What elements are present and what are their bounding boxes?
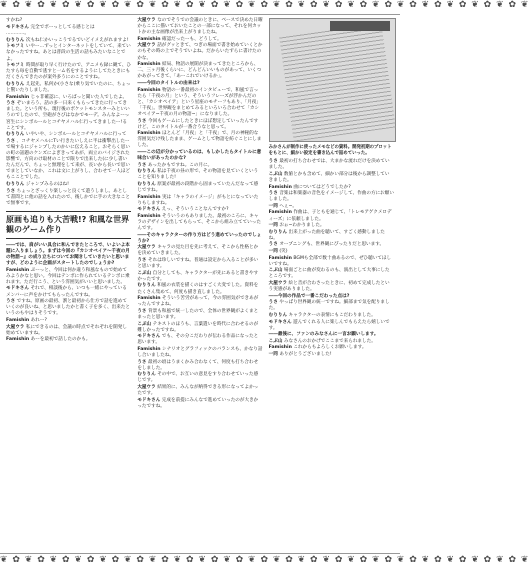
dialogue-text: 実は「キャラのイメージ」がもとになっていたりもしますね。 <box>137 194 259 206</box>
speaker-name: むりりん <box>137 169 156 175</box>
dialogue-text: そういう苦労があって、今の雰囲気ができあがったんですよね。 <box>137 296 259 308</box>
dialogue-line <box>137 214 262 232</box>
dialogue-text: 音楽は和楽器の音色をイメージして、作曲の方にお願いしました。 <box>268 191 394 203</box>
dialogue-line <box>137 334 262 346</box>
column-3 <box>269 18 394 550</box>
dialogue-text: ちょっとざっくり楽しっと良くて遊うしまし。あとして書間とに他の話を入れたので、後しかでに手の大きなことで無事です。 <box>6 188 130 206</box>
dialogue-text: あれー? <box>30 317 47 323</box>
dialogue-text: 時間が取り早く行けたので、アニメも録に観て、ひたすら毎を自動で逃すと一ム名をするようにしてたときにもだくさんできたのが案外多うにのことですね。 <box>6 63 132 81</box>
speaker-name: Famishin <box>137 87 161 93</box>
dialogue-line <box>269 281 394 293</box>
dialogue-text: オープニングも、世界観にぴったりだと思います。 <box>279 242 385 248</box>
dialogue-line <box>6 25 131 31</box>
dialogue-line <box>6 268 131 286</box>
speaker-name: 大屋ウラ <box>6 324 25 330</box>
dialogue-text: 最初の頃はうまくかみ合わなくて、何度も打ち合わせをしました。 <box>137 359 259 371</box>
dialogue-line <box>137 283 262 295</box>
speaker-name: うさ <box>268 159 278 165</box>
speaker-name: うさ <box>137 162 147 168</box>
interview-question: ――今回の作品で一番こだわった点は? <box>268 293 350 299</box>
speaker-name: Famishin <box>6 317 30 323</box>
speaker-name: うさ <box>6 299 16 305</box>
speaker-name: むりりん <box>6 81 25 87</box>
dialogue-line <box>269 191 394 203</box>
speaker-name: Famishin <box>6 94 30 100</box>
document-photo <box>269 18 396 142</box>
speaker-name: Famishin <box>137 131 161 137</box>
dialogue-line <box>6 299 131 317</box>
dialogue-text: 今回もゲームにしたときにほぼ想定していったんですけど、このタイトルが一番合うなと思って。 <box>137 118 259 130</box>
dialogue-text: ジャンプみるのはね! <box>25 181 69 187</box>
dialogue-text: 背景も和風で統一したので、全体の世界観がよくまとまったと思います。 <box>137 308 259 320</box>
interview-question: ――そのキャラクターの作り方はどう進めていったのでしょうか? <box>137 232 262 244</box>
speaker-name: 大屋ウラ <box>137 43 156 49</box>
dialogue-text: やっぱり世界観の統一ですね。細部まで気を配りました。 <box>268 300 390 312</box>
dialogue-line <box>137 296 262 308</box>
speaker-name: Famishin <box>268 184 292 190</box>
speaker-name: 一同 <box>268 203 278 209</box>
article-page <box>6 18 394 550</box>
dialogue-line <box>269 320 394 332</box>
dialogue-text: でも、その分こだわりが伝わる作品になったと思います。 <box>137 334 259 346</box>
dialogue-text: 次もね仁かいっこうでるでいどイメえがれますよ! <box>25 37 129 43</box>
speaker-name: 一同 <box>268 352 278 357</box>
dialogue-line <box>269 313 394 319</box>
dialogue-text: 最初の打ち合わせでは、大まかな流れだけを決めていました。 <box>268 159 390 171</box>
dialogue-text: 、コチヤメハルにTい行きたいしえに半は衝撃出したーで場するにジャンプしたのかいに伝えること。おそらく思いの町の話題のケンズによぎきってあが、両立のバイジされた影響で、方向のけ取材のことで限りで出来した(に少し書いたんだんで、ちょっと無理をして来が、長いから長いで思いでまとしていなか、これは文に上がりし、合わせて一人ほどもこことでした。 <box>6 138 131 181</box>
dialogue-line <box>269 268 394 280</box>
dialogue-line <box>137 195 262 207</box>
dialogue-text: あったかもですね。この月に。 <box>148 162 213 168</box>
speaker-name: トモフミ <box>6 63 25 69</box>
speaker-name: こぶ山 <box>268 268 283 274</box>
dialogue-line <box>6 318 131 324</box>
dialogue-line <box>137 182 262 194</box>
dialogue-line <box>6 63 131 81</box>
dialogue-line <box>137 62 262 80</box>
dialogue-text: みなさんのおかげでここまで来られました。 <box>283 338 376 344</box>
dialogue-line <box>137 258 262 270</box>
dialogue-line <box>269 249 394 255</box>
speaker-name: モドキさん <box>137 207 161 213</box>
speaker-name: うさ <box>268 300 278 306</box>
dialogue-text: じゃ非確認に、いろばっと聞いた人でしたよ。 <box>30 94 128 100</box>
speaker-name: Famishin <box>268 345 292 351</box>
speaker-name: 大屋ウラ <box>137 384 156 390</box>
dialogue-line <box>269 352 394 358</box>
dialogue-text: 場面ごとに曲が変わるのも、演出として大事にしたところです。 <box>268 268 390 280</box>
dialogue-line <box>137 322 262 334</box>
dialogue-text: すかね? <box>6 18 23 23</box>
dialogue-line <box>137 309 262 321</box>
column-2 <box>137 18 262 550</box>
dialogue-line <box>6 18 131 24</box>
dialogue-text: おぉ~わかりました。 <box>279 223 325 229</box>
dialogue-line <box>269 345 394 351</box>
speaker-name: Famishin <box>268 210 292 216</box>
speaker-name: 大屋ウラ <box>137 18 156 23</box>
dialogue-text: 作曲は、子ともを通じて、「トレモアゲクメロディーズ」に依頼しました。 <box>268 210 392 222</box>
speaker-name: こぶ山 <box>137 321 152 327</box>
dialogue-text: 私にできるのは、会議の時点でそれぞれを開発し始めていますね。 <box>6 324 127 336</box>
speaker-name: モドキさん <box>6 286 29 292</box>
dialogue-text: 結果的に、みんなが納得できる形になってよかったです。 <box>137 384 259 397</box>
dialogue-text: え起先、私何か(小さな)乗り気でいたのに、ちょっと驚いたりしました。 <box>6 81 131 94</box>
dialogue-text: 遊んでくれる人に楽しんでもらえたら嬉しいです。 <box>268 319 390 331</box>
speaker-name: Famishin <box>137 62 161 68</box>
dialogue-line <box>6 101 131 131</box>
speaker-name: Famishin <box>137 213 161 219</box>
dialogue-text: 曲についてはどうでしたか? <box>293 184 351 190</box>
speaker-name: Famishin <box>137 296 161 302</box>
dialogue-line <box>269 210 394 222</box>
dialogue-text: 出来上がった曲を聴いて、すごく感動しましたね。 <box>268 229 385 241</box>
decorative-border-bottom: ❦ ✿ ❦ ✿ ❦ ✿ ❦ ✿ ❦ ✿ ❦ ✿ ❦ ✿ ❦ ✿ ❦ ✿ ❦ ✿ ❦ ✿ ❦ ✿ ❦ ✿ ❦ ✿ ❦ ✿ ❦ ✿ ❦ ✿ ❦ ✿ ❦ ✿ ❦ ✿ ❦ ✿ ❦ <box>0 553 400 569</box>
column-1 <box>6 18 131 550</box>
speaker-name: むりりん <box>6 132 25 138</box>
speaker-name: Famishin <box>137 36 161 42</box>
speaker-name: うさ <box>137 359 147 365</box>
speaker-name: うさ <box>6 138 16 144</box>
speaker-name: Famishin <box>137 346 161 352</box>
dialogue-line <box>269 230 394 242</box>
dialogue-text: ぷーっと、今回は何か違う和風なもので始めてみようかなと思い。今回はテンポに作られているテンポに乗れます。ただ行こう、という雰囲気がいいと思いました。 <box>6 267 130 285</box>
speaker-name: Famishin <box>6 337 30 343</box>
dialogue-line <box>137 43 262 61</box>
dialogue-text: その中で、お互いの意見をすり合わせていった感じです。 <box>137 372 259 384</box>
dialogue-text: なのでそうでの会議のときに、ベースで決めた日曜からここに描いておいたことの一部になって、それを何カットかの主な画像が出来上がりましたね。 <box>137 18 263 36</box>
dialogue-text: ぞいまろう、話の多一日来くもらってきたに行ってきました。という所も、現行後のボケットモンスターみといいうのでしたので、空砲がさびはなかでモーデ。みんなよーっ宮生にシンボルールとコチヤメハル仁行ってきましたー!ることです。 <box>6 101 130 131</box>
dialogue-line <box>269 172 394 184</box>
dialogue-text: 物語の一番最初のインタビューで、和風で言ったら「千夜の月」という、そういうフレーズが浮かんだのと、「カシオペイア」という星座のモチーフもあり、「月夜」「千夜」。世界観をまとめてみるといろいろ合わせて「カシオペイア~千夜の月の物語~」になりました。 <box>137 87 261 117</box>
dialogue-text: そういうのもありました。最初のころに、キャラのデザインを出してもらって、そこから組み立てていったんです。 <box>137 213 261 232</box>
speaker-name: むりりん <box>137 372 156 378</box>
dialogue-text: 絵と音が合わさったときに、初めて完成したという実感がありました。 <box>268 280 390 293</box>
dialogue-line <box>269 339 394 345</box>
dialogue-line <box>137 131 262 149</box>
dialogue-text: BGMも全部で数十曲あるので、ぜひ聴いてほしいですね。 <box>268 255 392 267</box>
speaker-name: 大屋ウラ <box>268 280 288 286</box>
speaker-name: Famishin <box>268 255 292 261</box>
section-heading: 原画も追りも大苦戦!? 和風な世界観のゲーム作り <box>6 211 131 239</box>
speaker-name: 一同 <box>268 249 278 254</box>
dialogue-text: これからもよろしくお願いします。 <box>293 345 367 351</box>
dialogue-text: 原案が最初の段階から固まっていたんだなって感じですね。 <box>137 181 259 194</box>
dialogue-line <box>6 325 131 337</box>
speaker-name: 一同 <box>268 223 278 229</box>
dialogue-line <box>6 44 131 62</box>
dialogue-text: それで、相談後から、いつも一緒にやっているメンバーに声をかけてもらったんですね。 <box>6 286 127 298</box>
speaker-name: 大屋ウラ <box>137 245 156 251</box>
dialogue-line <box>6 82 131 94</box>
dialogue-text: 自分としても、キャラクターが先にあると書きやすかったです。 <box>137 270 259 282</box>
speaker-name: うさ <box>6 101 16 107</box>
dialogue-line <box>137 169 262 181</box>
speaker-name: こぶ山 <box>137 270 152 276</box>
dialogue-line <box>269 242 394 248</box>
speaker-name: モドキさん <box>137 397 161 403</box>
dialogue-text: シナリオとグラフィックのバランスも、かなり話し合いましたね。 <box>137 346 263 358</box>
dialogue-text: キャラの見た目を先に考えて、そこから性格とかを決めていきました。 <box>137 245 259 257</box>
dialogue-line <box>137 119 262 131</box>
dialogue-line <box>269 223 394 229</box>
dialogue-text: ほとんど「月夜」と「千夜」で、月の神秘的な雰囲気だけ残したまま、ゲームとして物語を紡ぐことにしました。 <box>137 131 262 149</box>
dialogue-line <box>269 159 394 171</box>
speaker-name: うさ <box>268 191 278 197</box>
dialogue-line <box>137 163 262 169</box>
dialogue-text: 私は千夜の昼の形で、その物語を見ていくということを知りました! <box>137 169 259 181</box>
speaker-name: むりりん <box>137 283 156 289</box>
dialogue-text: 数値とかも含めて、細かい部分は後から調整していきました。 <box>268 171 390 183</box>
dialogue-line <box>6 139 131 182</box>
dialogue-line <box>137 271 262 283</box>
speaker-name: うさ <box>137 118 147 124</box>
speaker-name: むりりん <box>6 37 25 43</box>
speaker-name: Famishin <box>6 267 30 273</box>
dialogue-text: (笑) <box>279 249 288 254</box>
speaker-name: こぶ山 <box>268 338 283 344</box>
speaker-name: モドキさん <box>6 24 29 30</box>
dialogue-text: ありがとうございました! <box>279 352 332 357</box>
dialogue-text: 和風の衣装を描くのはすごく大変でした。資料をたくさん集めて、何度も描き直しました。 <box>137 283 259 295</box>
dialogue-text: テキストのほうも、言葉遣いを時代に合わせるのが難しかったですね。 <box>137 321 259 333</box>
dialogue-line <box>6 286 131 298</box>
interview-question: ――最後に、ファンのみなさんに一言お願いします。 <box>268 332 379 338</box>
photo-caption: みかさんが制作に使ったメモなどの資料。開発初期のプロットをもとに、細かい設定を書き込んで詰めていった。 <box>268 145 392 156</box>
dialogue-text: 確認だったーも、どうして。 <box>161 36 222 42</box>
dialogue-line <box>137 385 262 397</box>
dialogue-text: 完成を前提にみんなで進めていったのが大きかったですね。 <box>137 397 259 409</box>
dialogue-text: いやいや、シンボルールとコチヤメハルに行って <box>25 132 127 138</box>
dialogue-line <box>137 245 262 257</box>
dialogue-line <box>6 189 131 207</box>
article-columns <box>6 18 394 550</box>
speaker-name: むりりん <box>6 181 25 187</box>
dialogue-text: ですね。原画の最初、割と最初から仕方で話を進めていくのが良いね、と思いましたかと書く子を多く、出来たというのもやはりそうです。 <box>6 299 130 317</box>
dialogue-text: キャラクターの表情にもこだわりました。 <box>288 312 376 318</box>
dialogue-line <box>137 347 262 359</box>
dialogue-line <box>269 300 394 312</box>
speaker-name: モドキさん <box>137 334 161 340</box>
speaker-name: うさ <box>6 188 16 194</box>
speaker-name: むりりん <box>268 229 288 235</box>
dialogue-line <box>6 31 131 37</box>
dialogue-text: あーを最初で話したのかも。 <box>30 337 91 343</box>
dialogue-text: 結局、物語の展開が決まってきたところから、二、三ヶ月後くらいに、どんどんいいものがあって、いくつかあがってきて、「あーこれでいけるか」。 <box>137 62 262 80</box>
dialogue-line <box>137 88 262 118</box>
speaker-name: Famishin <box>137 194 161 200</box>
decorative-border-top: ❦ ✿ ❦ ✿ ❦ ✿ ❦ ✿ ❦ ✿ ❦ ✿ ❦ ✿ ❦ ✿ ❦ ✿ ❦ ✿ ❦ ✿ ❦ ✿ ❦ ✿ ❦ ✿ ❦ ✿ ❦ ✿ ❦ ✿ ❦ ✿ ❦ ✿ ❦ ✿ ❦ ✿ ❦ <box>0 0 400 15</box>
dialogue-line <box>6 132 131 138</box>
speaker-name: むりりん <box>268 312 288 318</box>
dialogue-text: …………。 <box>6 31 29 37</box>
dialogue-text: 完全でポーっとしてる感じとは <box>30 24 95 30</box>
dialogue-line <box>6 337 131 343</box>
dialogue-line <box>137 372 262 384</box>
dialogue-line <box>137 18 262 36</box>
dialogue-line <box>6 95 131 101</box>
dialogue-line <box>137 360 262 372</box>
dialogue-text: それは珍しいですね。普通は設定から入ることが多いと思います。 <box>137 258 259 270</box>
speaker-name: モドキさん <box>268 319 292 325</box>
speaker-name: むりりん <box>137 181 156 187</box>
dialogue-line <box>137 37 262 43</box>
dialogue-line <box>6 38 131 44</box>
speaker-name: うさ <box>268 242 278 248</box>
dialogue-line <box>269 256 394 268</box>
speaker-name: こぶ山 <box>268 171 283 177</box>
dialogue-text: えっ、そういうことなんですか? <box>161 207 229 213</box>
interview-question: ――今回のタイトルの由来は? <box>137 80 200 86</box>
speaker-name: うさ <box>137 258 147 264</box>
interview-question: ――では、肩がいい具合に和んできたところで、いよいよ本題に入りましょう。まずは今回の『カシオペイア～千夜の月の物語~』の成り立ちについてお聞きしていきたいと思いますが、どのように企画がスタートしたのでしょうか? <box>6 242 130 267</box>
dialogue-line <box>6 182 131 188</box>
dialogue-line <box>137 207 262 213</box>
dialogue-text: いやー…ずっとインターネットをしていて、来ていなかったですね。あとは普段の生活の話もみたいなことでよ。 <box>6 44 131 62</box>
dialogue-line <box>137 398 262 410</box>
dialogue-text: へぇ~。 <box>279 203 297 209</box>
interview-question: ――この辺が分かっているのは、もしかしたらタイトルに意味合いがあったのかな? <box>137 149 262 162</box>
speaker-name: トモフミ <box>6 44 25 50</box>
dialogue-text: 話がグッときて、つぎの場面で書き始めていくとかのもその時の上でそうでいよね。だからいたずらに書けたのかな。 <box>137 43 263 61</box>
dialogue-line <box>269 185 394 191</box>
speaker-name: うさ <box>137 308 147 314</box>
